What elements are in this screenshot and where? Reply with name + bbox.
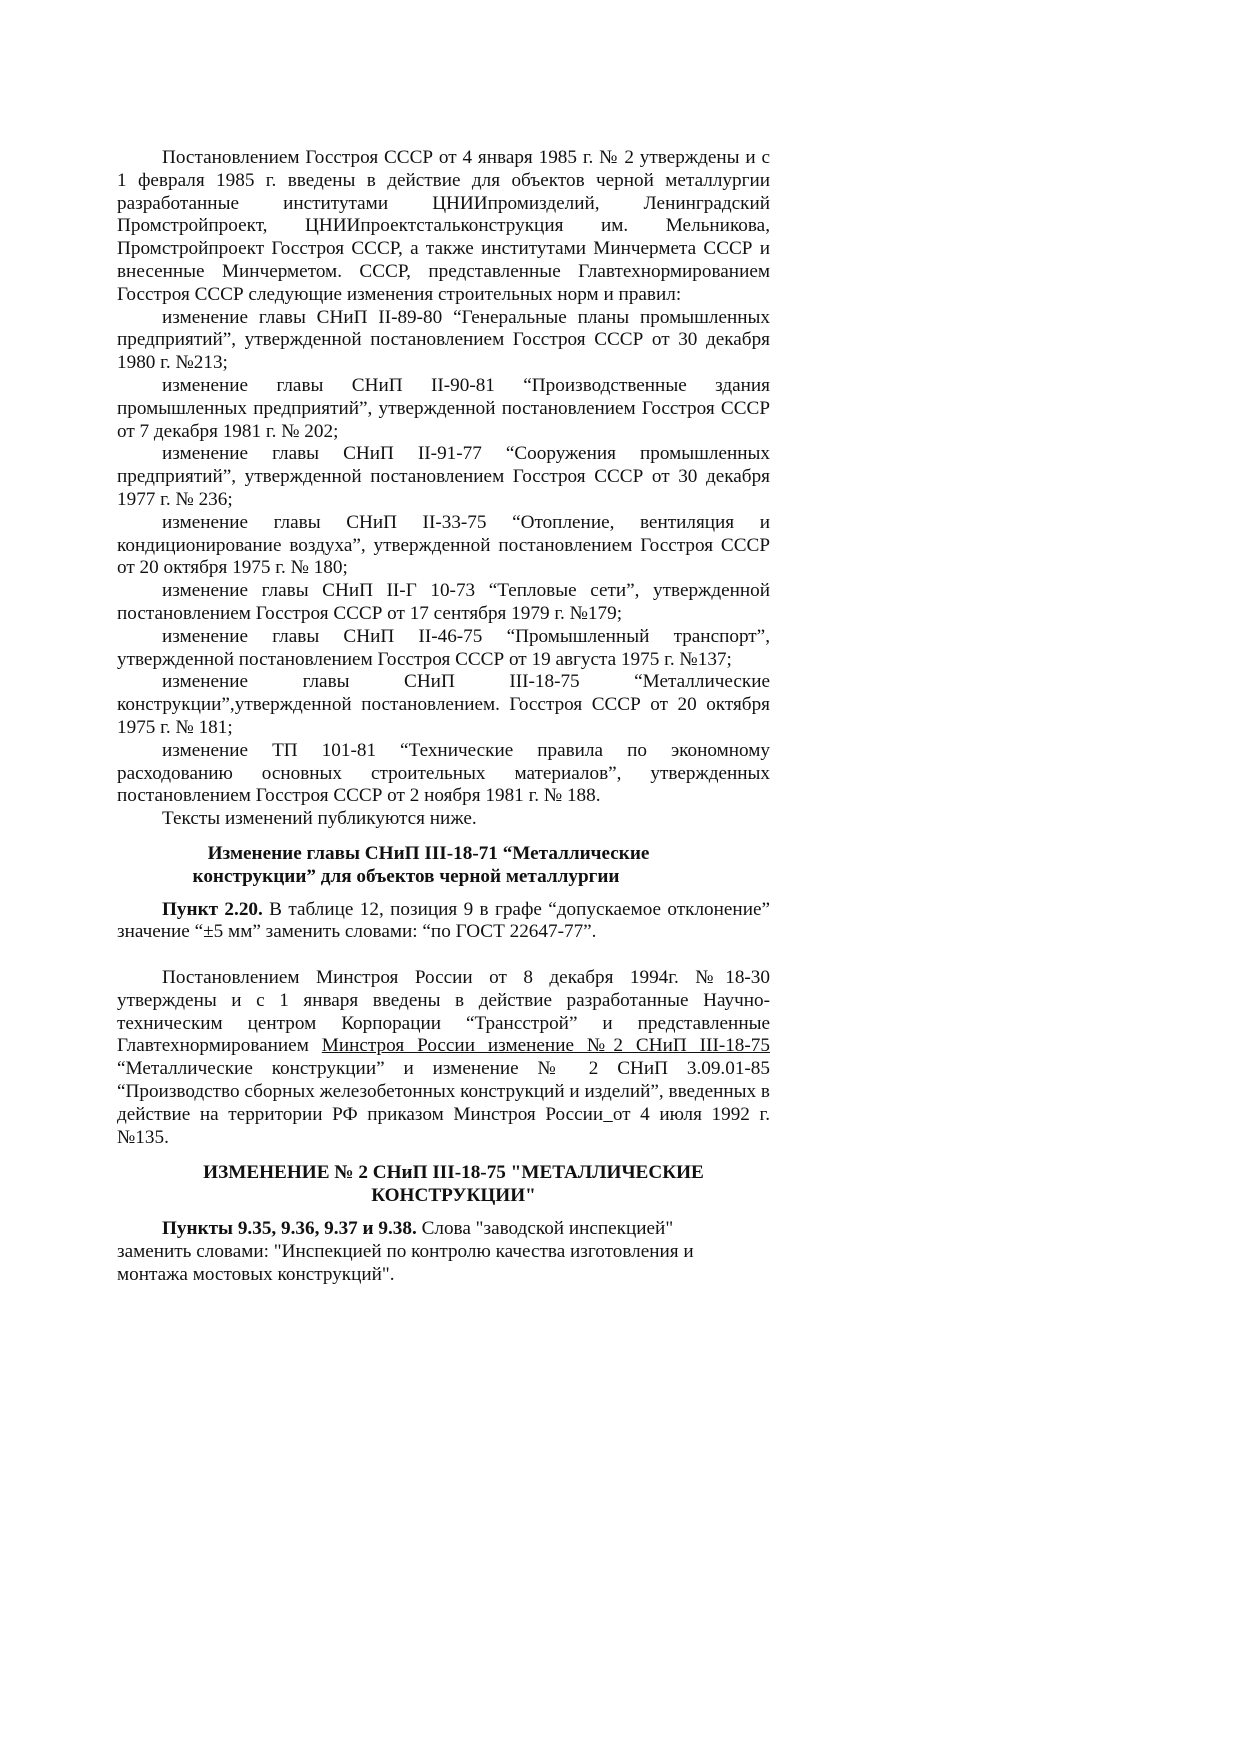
change-item: изменение главы СНиП II-Г 10-73 “Тепловые сети”, утвержденной постановлением Госстроя СССР от 17 сентября 1979 г. №179; [117,580,770,624]
document-page [117,147,770,1286]
change-item: изменение главы СНиП III-18-75 “Металлические конструкции”,утвержденной постановлением. Госстроя СССР от 20 октября 1975 г. № 181; [117,671,770,738]
decree2-underlined-reference: Минстроя России изменение №2 СНиП III-18-75 [321,1035,770,1057]
spacer [117,944,770,967]
spacer [117,889,770,899]
section2-heading-line2: КОНСТРУКЦИИ" [371,1185,536,1207]
section1-item-text: В таблице 12, позиция 9 в графе “допускаемое отклонение” значение “±5 мм” заменить словами: “по ГОСТ 22647-77”. [117,898,771,943]
publish-note: Тексты изменений публикуются ниже. [162,808,477,830]
section2-item-label: Пункты 9.35, 9.36, 9.37 и 9.38. [162,1218,417,1240]
spacer [117,1208,770,1218]
change-item: изменение главы СНиП II-91-77 “Сооружения промышленных предприятий”, утвержденной постановлением Госстроя СССР от 30 декабря 1977 г. № 236; [117,443,770,510]
section1-heading [117,843,770,889]
section1-item [117,899,770,945]
change-item: изменение главы СНиП II-89-80 “Генеральные планы промышленных предприятий”, утвержденной постановлением Госстроя СССР от 30 декабря 1980 г. №213; [117,306,770,374]
intro-paragraph: Постановлением Госстроя СССР от 4 января 1985 г. № 2 утверждены и с 1 февраля 1985 г. введены в действие для объектов черной металлургии разработанные институтами ЦНИИпромизделий, Ленинградский Промстройпроект, ЦНИИпроектстальконструкция им. Мельникова, Промстройпроект Госстроя СССР, а также институтами Минчермета СССР и внесенные Минчерметом. СССР, представленные Главтехнормированием Госстроя СССР следующие изменения строительных норм и правил: [117,147,770,305]
decree2-text-after: от 4 июля 1992 г. №135. [117,1103,770,1148]
section1-heading-line2: конструкции” для объектов черной металлургии [192,865,620,887]
section2-item [117,1218,737,1286]
change-item: изменение главы СНиП II-46-75 “Промышленный транспорт”, утвержденной постановлением Госстроя СССР от 19 августа 1975 г. №137; [117,625,770,670]
section1-item-label: Пункт 2.20. [162,898,263,920]
change-item: изменение главы СНиП II-33-75 “Отопление, вентиляция и кондиционирование воздуха”, утвержденной постановлением Госстроя СССР от 20 октября 1975 г. № 180; [117,511,770,579]
decree2-paragraph [117,967,770,1149]
decree2-underlined-space [603,1104,613,1125]
section1-heading-line1: Изменение главы СНиП III-18-71 “Металлические [207,842,650,864]
section2-heading [117,1162,770,1208]
decree2-text-middle: “Металлические конструкции” и изменение № 2 СНиП 3.09.01-85 “Производство сборных железобетонных конструкций и изделий”, введенных в действие на территории РФ приказом Минстроя России [117,1058,770,1125]
change-item: изменение ТП 101-81 “Технические правила по экономному расходованию основных строительных материалов”, утвержденных постановлением Госстроя СССР от 2 ноября 1981 г. № 188. [117,739,770,807]
decree2-text-before: Постановлением Минстроя России от 8 декабря 1994г. №18-30 утверждены и с 1 января введены в действие разработанные Научно-техническим центром Корпорации “Трансстрой” и представленные Главтехнормированием [117,967,770,1057]
change-item: изменение главы СНиП II-90-81 “Производственные здания промышленных предприятий”, утвержденной постановлением Госстроя СССР от 7 декабря 1981 г. № 202; [117,374,770,442]
section2-item-text: Слова "заводской инспекцией" заменить словами: "Инспекцией по контролю качества изготовления и монтажа мостовых конструкций". [117,1218,694,1285]
section2-heading-line1: ИЗМЕНЕНИЕ № 2 СНиП III-18-75 "МЕТАЛЛИЧЕСКИЕ [203,1162,704,1184]
